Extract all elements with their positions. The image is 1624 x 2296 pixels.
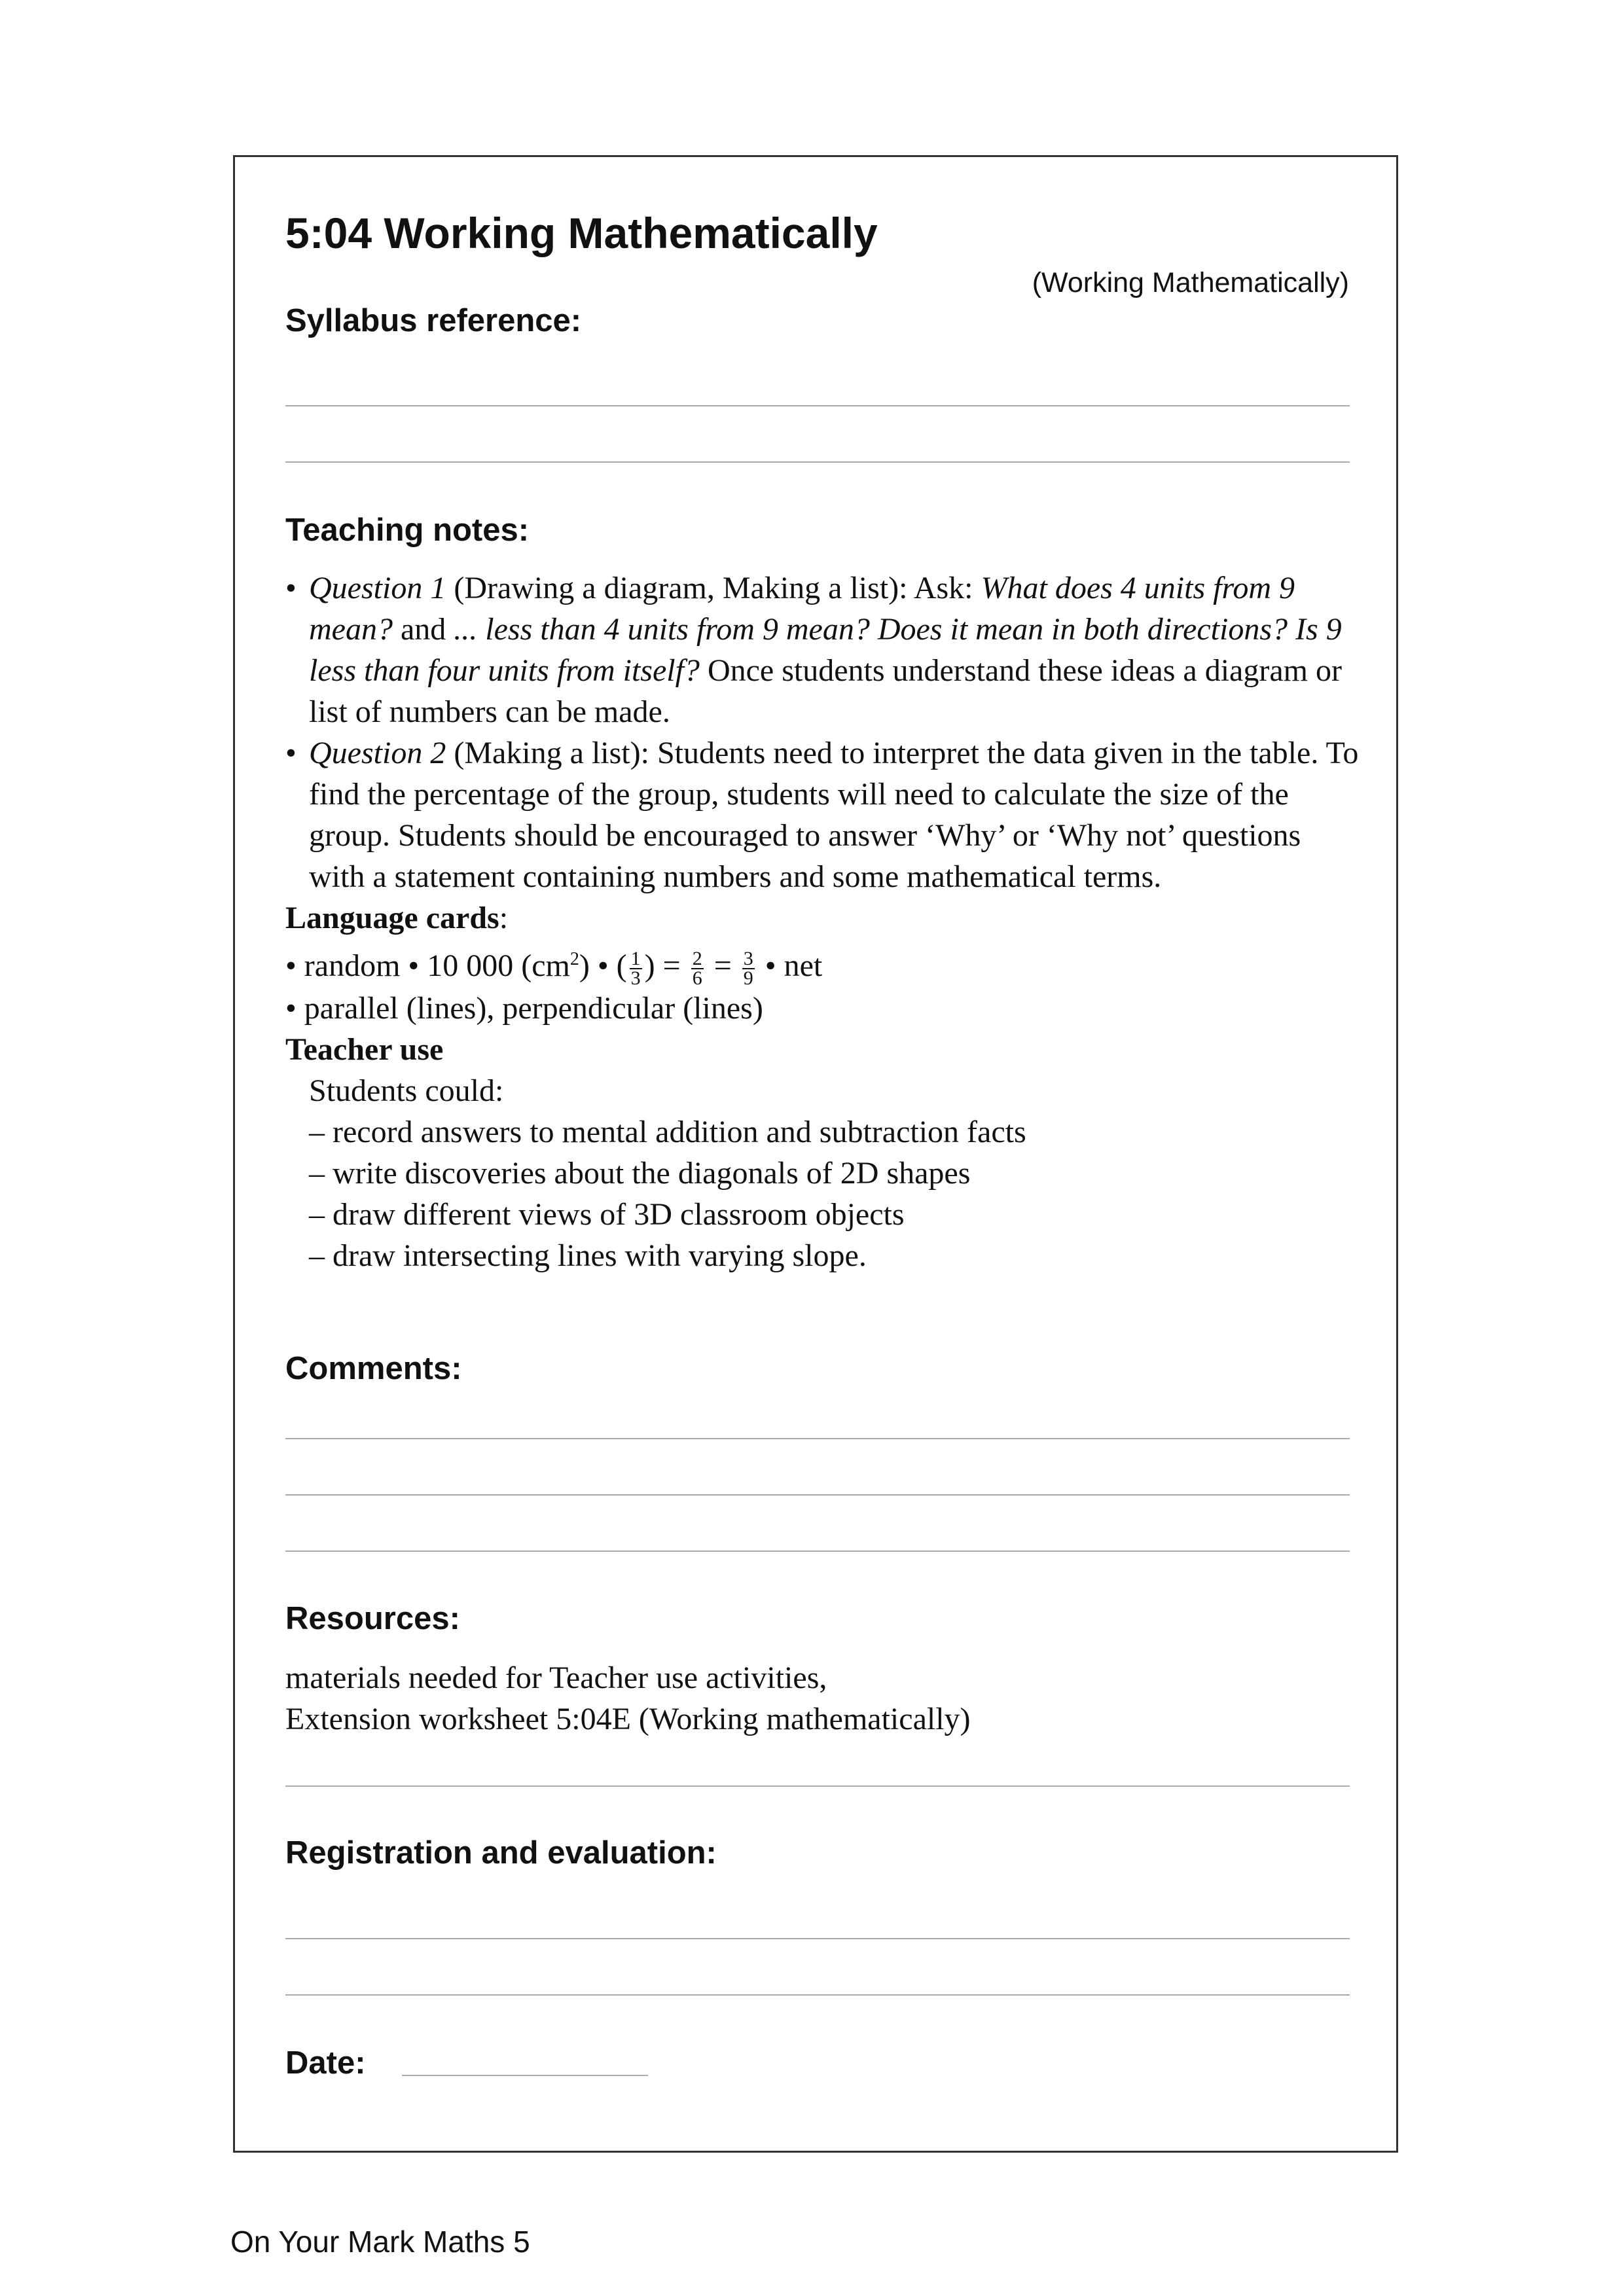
teacher-use-item: – draw intersecting lines with varying slope.: [309, 1238, 867, 1273]
language-cards-line-1: • random • 10 000 $(cm^2)$ • ( $\frac{1}{3}$ ) = $\frac{2}{6}$ = $\frac{3}{9}$ • net: [285, 947, 823, 989]
question-2-note: • Question 2 (Making a list): Students need to interpret the data given in the table. To find the percentage of the group, students will need to calculate the size of the group. Students should be encouraged to answer ‘Why’ or ‘Why not’ questions with a statement containing numbers and some mathematical terms.: [285, 736, 1359, 894]
teacher-use-item: – draw different views of 3D classroom objects: [309, 1196, 905, 1232]
registration-line-2[interactable]: [285, 1994, 1350, 1996]
resources-line[interactable]: [285, 1785, 1350, 1787]
date-field-line[interactable]: [402, 2075, 648, 2076]
footer-book-title: On Your Mark Maths 5: [230, 2225, 530, 2259]
registration-heading: Registration and evaluation:: [285, 1835, 717, 1871]
resources-heading: Resources:: [285, 1601, 460, 1636]
teacher-use-item: – record answers to mental addition and subtraction facts: [309, 1114, 1026, 1149]
registration-line-1[interactable]: [285, 1938, 1350, 1939]
resources-text: materials needed for Teacher use activities, Extension worksheet 5:04E (Working mathematically): [285, 1660, 971, 1736]
teaching-notes-heading: Teaching notes:: [285, 512, 530, 548]
fraction-one-third: $\frac{1}{3}$: [630, 947, 641, 989]
teaching-notes-body: [285, 567, 1359, 1276]
page-title: 5:04 Working Mathematically: [285, 209, 878, 257]
comments-line-1[interactable]: [285, 1438, 1350, 1439]
fraction-three-ninths: $\frac{3}{9}$: [743, 947, 753, 989]
language-cards-line-2: • parallel (lines), perpendicular (lines): [285, 990, 763, 1026]
question-1-note: • Question 1 (Drawing a diagram, Making a list): Ask: What does 4 units from 9 mean? and ... less than 4 units from 9 mean? Does it mean in both directions? Is 9 less than four units from itself? Once students understand these ideas a diagram or list of numbers can be made.: [285, 571, 1342, 729]
syllabus-line-1[interactable]: [285, 405, 1350, 406]
teacher-use-intro: Students could:: [309, 1073, 504, 1108]
comments-heading: Comments:: [285, 1351, 462, 1386]
comments-line-2[interactable]: [285, 1494, 1350, 1496]
fraction-two-sixths: $\frac{2}{6}$: [692, 947, 702, 989]
comments-line-3[interactable]: [285, 1551, 1350, 1552]
date-label: Date:: [285, 2045, 366, 2081]
syllabus-reference-heading: Syllabus reference:: [285, 303, 582, 338]
teacher-use-heading: Teacher use: [285, 1031, 444, 1067]
strand-label: (Working Mathematically): [1032, 267, 1349, 298]
language-cards: Language cards:: [285, 901, 509, 935]
syllabus-line-2[interactable]: [285, 461, 1350, 463]
teacher-use-item: – write discoveries about the diagonals of 2D shapes: [309, 1155, 971, 1191]
